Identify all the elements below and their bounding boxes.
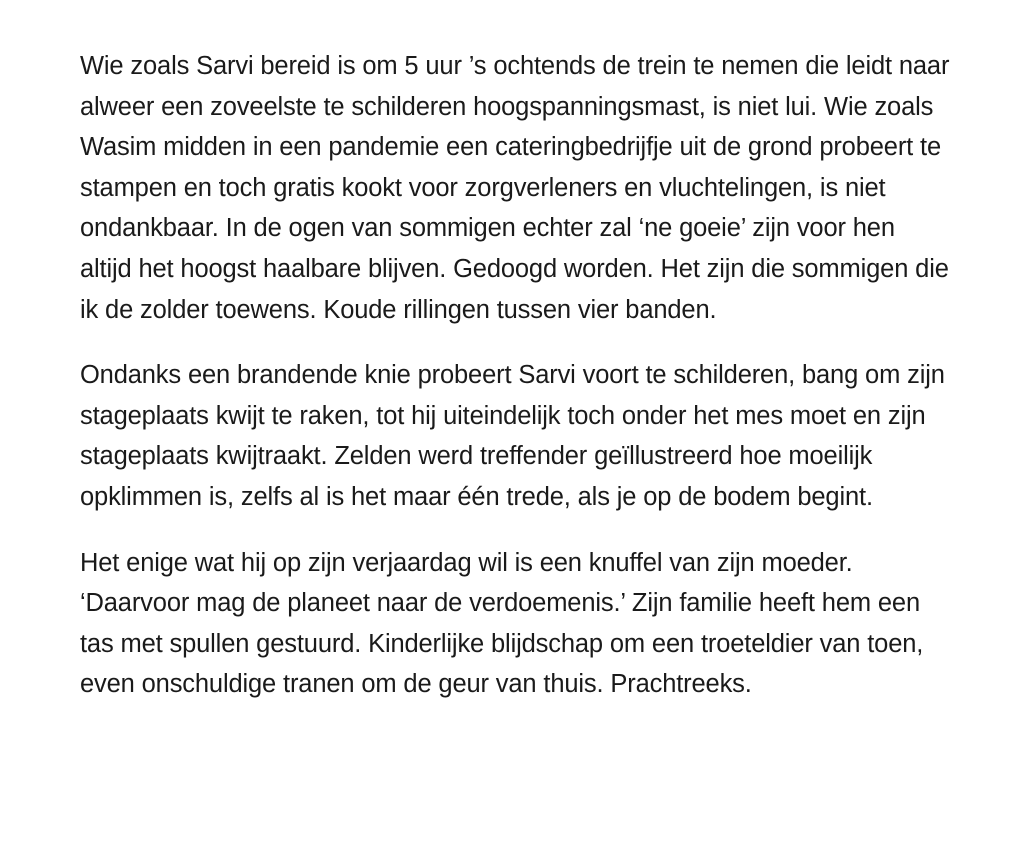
paragraph: Wie zoals Sarvi bereid is om 5 uur ’s ochtends de trein te nemen die leidt naar alweer een zoveelste te schilderen hoogspanningsmast, is niet lui. Wie zoals Wasim midden in een pandemie een cateringbedrijfje uit de grond probeert te stampen en toch gratis kookt voor zorgverleners en vluchtelingen, is niet ondankbaar. In de ogen van sommigen echter zal ‘ne goeie’ zijn voor hen altijd het hoogst haalbare blijven. Gedoogd worden. Het zijn die sommigen die ik de zolder toewens. Koude rillingen tussen vier banden. bbox=[80, 52, 950, 324]
article-body bbox=[80, 46, 950, 730]
paragraph: Het enige wat hij op zijn verjaardag wil is een knuffel van zijn moeder. ‘Daarvoor mag de planeet naar de verdoemenis.’ Zijn familie heeft hem een tas met spullen gestuurd. Kinderlijke blijdschap om een troeteldier van toen, even onschuldige tranen om de geur van thuis. Prachtreeks. bbox=[80, 548, 924, 699]
paragraph: Ondanks een brandende knie probeert Sarvi voort te schilderen, bang om zijn stageplaats kwijt te raken, tot hij uiteindelijk toch onder het mes moet en zijn stageplaats kwijtraakt. Zelden werd treffender geïllustreerd hoe moeilijk opklimmen is, zelfs al is het maar één trede, als je op de bodem begint. bbox=[80, 361, 945, 511]
